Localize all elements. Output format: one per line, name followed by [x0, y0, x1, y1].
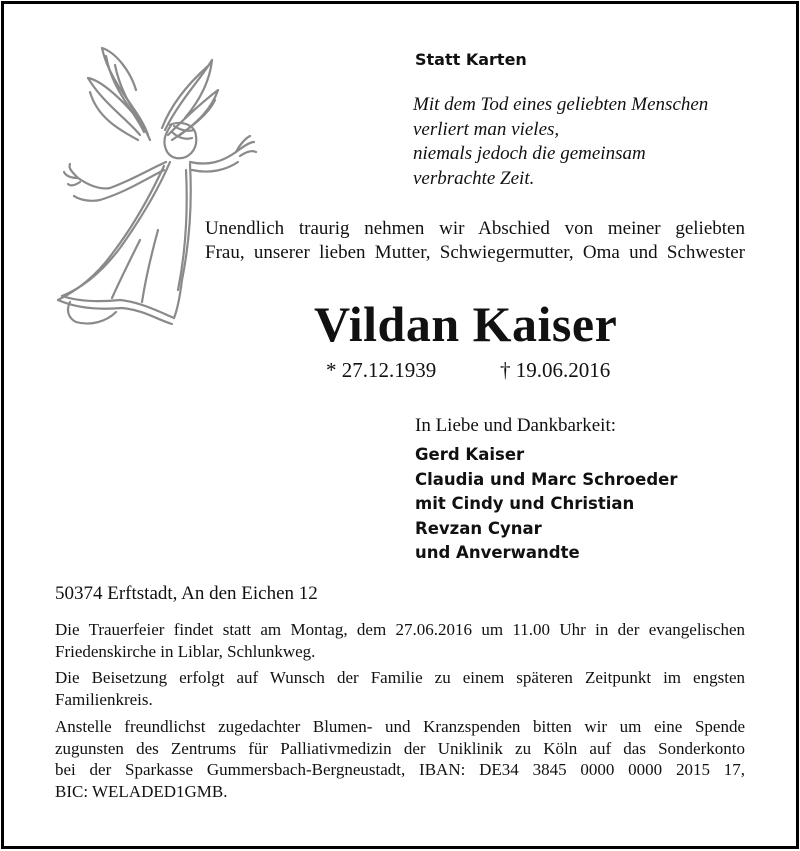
quote-line: verbrachte Zeit. [413, 167, 535, 189]
mourner-name: Claudia und Marc Schroeder [415, 469, 678, 489]
paragraph-line: BIC: WELADED1GMB. [55, 781, 228, 801]
intro-text [205, 217, 745, 265]
paragraph-line: Die Beisetzung erfolgt auf Wunsch der Familie zu einem späteren Zeitpunkt im engsten [55, 668, 745, 687]
paragraph-line: Familienkreis. [55, 689, 153, 709]
mourners-heading: In Liebe und Dankbarkeit: [415, 415, 617, 436]
quote-line: Mit dem Tod eines geliebten Menschen [413, 94, 709, 115]
paragraph-line: bei der Sparkasse Gummersbach-Bergneustadt, IBAN: DE34 3845 0000 0000 2015 17, [55, 760, 745, 779]
paragraph-line: Die Trauerfeier findet statt am Montag, dem 27.06.2016 um 11.00 Uhr in der evangelischen [55, 620, 745, 639]
intro-line: Unendlich traurig nehmen wir Abschied von meiner geliebten [205, 218, 745, 239]
mourner-name: und Anverwandte [415, 543, 580, 562]
death-date: † 19.06.2016 [500, 358, 611, 382]
angel-left-wing [88, 48, 150, 140]
paragraph-line: Anstelle freundlichst zugedachter Blumen- und Kranzspenden bitten wir um eine Spende [55, 717, 745, 736]
statt-karten-label: Statt Karten [415, 50, 527, 69]
quote-line: niemals jedoch die gemeinsam [413, 143, 646, 164]
angel-illustration [40, 40, 270, 330]
family-address: 50374 Erftstadt, An den Eichen 12 [55, 583, 318, 604]
funeral-paragraph [55, 619, 745, 662]
donation-paragraph [55, 716, 745, 802]
deceased-name: Vildan Kaiser [314, 296, 618, 352]
angel-robe [58, 162, 191, 324]
angel-head [164, 123, 196, 158]
quote-line: verliert man vieles, [413, 118, 560, 140]
mourner-name: mit Cindy und Christian [415, 494, 635, 513]
mourner-name: Gerd Kaiser [415, 445, 525, 464]
paragraph-line: Friedenskirche in Liblar, Schlunkweg. [55, 641, 316, 661]
angel-arms [64, 136, 256, 201]
paragraph-line: zugunsten des Zentrums für Palliativmedizin der Uniklinik zu Köln auf das Sonderkonto [55, 738, 745, 758]
burial-paragraph [55, 667, 745, 710]
intro-line: Frau, unserer lieben Mutter, Schwiegermutter, Oma und Schwester [205, 242, 745, 263]
mourners-list [415, 443, 677, 566]
memorial-quote [413, 93, 708, 191]
mourner-name: Revzan Cynar [415, 518, 542, 538]
birth-date: * 27.12.1939 [326, 358, 437, 382]
